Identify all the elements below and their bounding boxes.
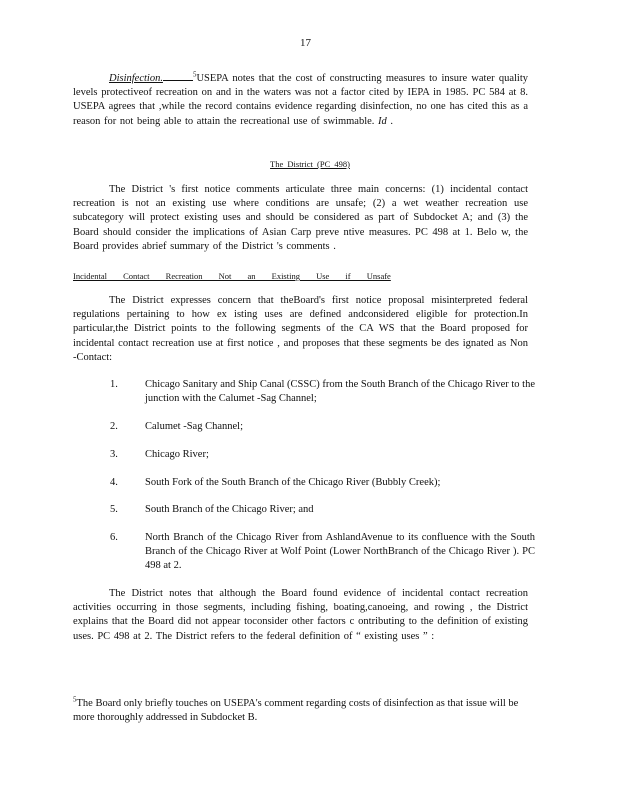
list-number: 2. (110, 421, 118, 432)
lead-rule (163, 80, 193, 81)
paragraph-district-notes: The District notes that although the Board found evidence of incidental contact recreation activities occurring in those segments, including fishing, boating,canoeing, and rowing , the District explains that the Board did not appear toconsider other factors c ontributing to the definition of existing uses. PC 498 at 2. The District refers to the federal definition of “ existing uses ” : (73, 588, 528, 642)
page-number: 17 (300, 37, 311, 49)
paragraph-district-expresses: The District expresses concern that theBoard's first notice proposal misinterpreted federal regulations pertaining to how ex isting uses are defined andconsidered eligible for protection.In particular,the District points to the following segments of the CA WS that the Board proposed for incidental contact recreation use at first notice , and proposes that these segments be des ignated as Non -Contact: (73, 295, 528, 363)
id-cite-end: . (390, 115, 394, 127)
list-text: North Branch of the Chicago River from AshlandAvenue to its confluence with the South Branch of the Chicago River at Wolf Point (Lower NorthBranch of the Chicago River ). PC 498 at 2. (145, 532, 535, 571)
list-number: 5. (110, 504, 118, 515)
paragraph-disinfection (73, 72, 528, 129)
footnote-marker: 5 (73, 695, 77, 704)
footnote-ref: 5 (192, 70, 197, 79)
disinfection-lead: Disinfection. (109, 73, 163, 84)
list-number: 3. (110, 449, 118, 460)
footnote (73, 697, 528, 725)
list-text: Calumet -Sag Channel; (145, 421, 243, 432)
section-heading-district: The District (PC 498) (270, 159, 350, 169)
list-number: 1. (110, 379, 118, 390)
paragraph-district-concerns: The District 's first notice comments articulate three main concerns: (1) incidental contact recreation is not an existing use where conditions are unsafe; (2) a wet weather recreation use subcategory will protect existing uses and should be considered as part of Subdocket A; and (3) the Board should consider the implications of Asian Carp preve ntive measures. PC 498 at 1. Belo w, the Board provides abrief summary of the District 's comments . (73, 184, 528, 252)
disinfection-text: USEPA notes that the cost of constructing measures to insure water quality levels protectiveof recreation on and in the waters was not a factor cited by IEPA in 1985. PC 584 at 8. USEPA agrees that ,while the record contains evidence regarding disinfection, no one has cited this as a reason for not being able to attain the recreational use of swimmable. (73, 73, 528, 127)
list-text: South Branch of the Chicago River; and (145, 504, 314, 515)
list-number: 4. (110, 477, 118, 488)
list-text: Chicago River; (145, 449, 209, 460)
list-text: South Fork of the South Branch of the Chicago River (Bubbly Creek); (145, 477, 441, 488)
footnote-text: The Board only briefly touches on USEPA's comment regarding costs of disinfection as that issue will be more thoroughly addressed in Subdocket B. (73, 698, 519, 724)
section-heading-incidental: Incidental Contact Recreation Not an Existing Use if Unsafe (73, 271, 391, 281)
list-text: Chicago Sanitary and Ship Canal (CSSC) from the South Branch of the Chicago River to the junction with the Calumet -Sag Channel; (145, 379, 535, 404)
id-cite: Id (378, 115, 387, 127)
list-number: 6. (110, 532, 118, 543)
